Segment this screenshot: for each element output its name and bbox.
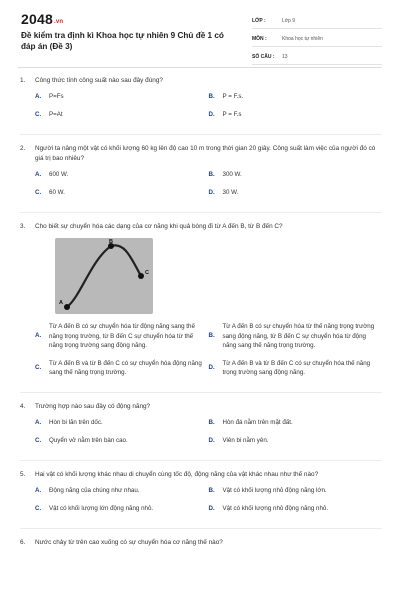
trajectory-curve xyxy=(67,245,141,307)
question-text: Cho biết sự chuyển hóa các dạng của cơ năng khi quả bóng đi từ A đến B, từ B đến C? xyxy=(35,223,283,230)
option-letter: D. xyxy=(208,111,215,118)
option-letter: A. xyxy=(35,418,42,426)
label-b: B xyxy=(109,239,113,245)
label-a: A xyxy=(59,300,63,306)
trajectory-illustration xyxy=(55,238,153,314)
option-letter: B. xyxy=(208,486,215,494)
option-letter: B. xyxy=(208,418,215,426)
option-letter: C. xyxy=(35,504,42,512)
meta-value: 13 xyxy=(282,54,288,60)
site-logo[interactable] xyxy=(21,11,63,27)
option-c[interactable] xyxy=(35,110,209,120)
option-a[interactable] xyxy=(35,418,209,428)
option-text: Hòn đá nằm trên mặt đất. xyxy=(222,418,293,426)
option-c[interactable] xyxy=(35,504,209,514)
option-text: Từ A đến B có sự chuyển hóa từ động năng sang thế năng trọng trường, từ B đến C sự chuyển hóa từ thế năng trọng trường sang động năng. xyxy=(49,323,195,350)
header-divider xyxy=(18,67,382,68)
option-text: P = F.s xyxy=(222,111,242,118)
option-text: Viên bi nằm yên. xyxy=(222,436,269,444)
meta-label: SỐ CÂU : xyxy=(252,54,275,60)
meta-label: LỚP : xyxy=(252,18,266,24)
meta-row-subject xyxy=(252,32,382,47)
option-text: P=At xyxy=(49,111,63,118)
option-b[interactable] xyxy=(209,418,383,428)
question-4 xyxy=(20,402,382,461)
option-text: Vật có khối lượng nhỏ động năng lớn. xyxy=(222,486,327,494)
meta-value: Lớp 9 xyxy=(282,18,296,24)
option-text: 600 W. xyxy=(49,171,69,178)
meta-row-class xyxy=(252,14,382,29)
option-text: P = F.s. xyxy=(222,93,244,100)
question-3 xyxy=(20,222,382,393)
option-text: Động năng của chúng như nhau. xyxy=(49,486,140,494)
meta-value: Khoa học tự nhiên xyxy=(282,36,323,42)
option-letter: C. xyxy=(35,364,42,372)
option-text: Từ A đến B và từ B đến C có sự chuyển hóa thế năng trọng trường sang động năng. xyxy=(222,359,371,377)
option-letter: C. xyxy=(35,189,42,196)
option-letter: D. xyxy=(208,189,215,196)
option-text: Vật có khối lượng nhỏ động năng nhỏ. xyxy=(222,504,329,512)
document-meta xyxy=(252,14,382,68)
option-d[interactable] xyxy=(209,188,383,198)
question-list xyxy=(0,76,400,563)
label-c: C xyxy=(145,270,149,276)
question-number: 4. xyxy=(20,402,26,410)
question-number: 3. xyxy=(20,223,26,230)
option-d[interactable] xyxy=(209,436,383,446)
option-d[interactable] xyxy=(209,110,383,120)
question-number: 6. xyxy=(20,538,26,546)
option-a[interactable] xyxy=(35,322,209,351)
question-number: 5. xyxy=(20,470,26,478)
option-letter: C. xyxy=(35,436,42,444)
option-letter: D. xyxy=(208,504,215,512)
option-text: Hòn bi lăn trên dốc. xyxy=(49,418,103,426)
option-text: Từ A đến B và từ B đến C có sự chuyển hóa động năng sang thế năng trọng trường. xyxy=(49,359,202,377)
option-letter: B. xyxy=(208,93,215,100)
option-text: 300 W. xyxy=(222,171,242,178)
option-text: P=Fs xyxy=(49,93,64,100)
question-text: Người ta nâng một vật có khối lượng 60 kg lên độ cao 10 m trong thời gian 20 giây. Công suất làm việc của người đó có giá trị bao nhiêu? xyxy=(35,145,376,162)
logo-domain: .vn xyxy=(53,19,64,25)
option-letter: A. xyxy=(35,486,42,494)
option-text: Vật có khối lượng lớn động năng nhỏ. xyxy=(49,504,154,512)
option-text: Từ A đến B có sự chuyển hóa từ thế năng trọng trường sang động năng, từ B đến C sự chuyển hóa từ động năng sang thế năng trọng trường. xyxy=(222,323,375,350)
option-b[interactable] xyxy=(209,92,383,102)
ball-trajectory-figure xyxy=(55,238,153,314)
option-text: Quyển vở nằm trên bàn cao. xyxy=(49,436,128,444)
option-text: 30 W. xyxy=(222,189,239,196)
question-2 xyxy=(20,144,382,213)
question-6 xyxy=(20,538,382,554)
option-letter: C. xyxy=(35,111,42,118)
option-letter: B. xyxy=(208,171,215,178)
question-1 xyxy=(20,76,382,135)
option-c[interactable] xyxy=(35,359,209,378)
point-c-marker xyxy=(138,273,144,279)
option-a[interactable] xyxy=(35,92,209,102)
question-text: Hai vật có khối lượng khác nhau di chuyển cùng tốc độ, động năng của vật khác nhau như thế nào? xyxy=(35,470,319,478)
point-a-marker xyxy=(64,304,70,310)
logo-number: 2048 xyxy=(21,11,53,27)
option-b[interactable] xyxy=(209,322,383,351)
option-d[interactable] xyxy=(209,359,383,378)
meta-label: MÔN : xyxy=(252,36,267,42)
option-c[interactable] xyxy=(35,188,209,198)
question-number: 1. xyxy=(20,77,26,84)
question-text: Trường hợp nào sau đây có động năng? xyxy=(35,402,151,410)
option-a[interactable] xyxy=(35,170,209,180)
option-letter: A. xyxy=(35,332,42,340)
page-header xyxy=(0,0,400,64)
option-b[interactable] xyxy=(209,486,383,496)
option-letter: D. xyxy=(208,364,215,372)
option-d[interactable] xyxy=(209,504,383,514)
option-letter: A. xyxy=(35,171,42,178)
question-text: Công thức tính công suất nào sau đây đúng? xyxy=(35,77,163,84)
document-title: Đề kiểm tra định kì Khoa học tự nhiên 9 Chủ đề 1 có đáp án (Đề 3) xyxy=(21,31,224,51)
question-number: 2. xyxy=(20,145,26,152)
meta-row-count xyxy=(252,50,382,65)
option-text: 60 W. xyxy=(49,189,65,196)
option-b[interactable] xyxy=(209,170,383,180)
question-text: Nước chảy từ trên cao xuống có sự chuyển hóa cơ năng thế nào? xyxy=(35,538,223,546)
option-letter: B. xyxy=(208,332,215,340)
option-c[interactable] xyxy=(35,436,209,446)
option-letter: A. xyxy=(35,93,42,100)
option-a[interactable] xyxy=(35,486,209,496)
question-5 xyxy=(20,470,382,529)
option-letter: D. xyxy=(208,436,215,444)
